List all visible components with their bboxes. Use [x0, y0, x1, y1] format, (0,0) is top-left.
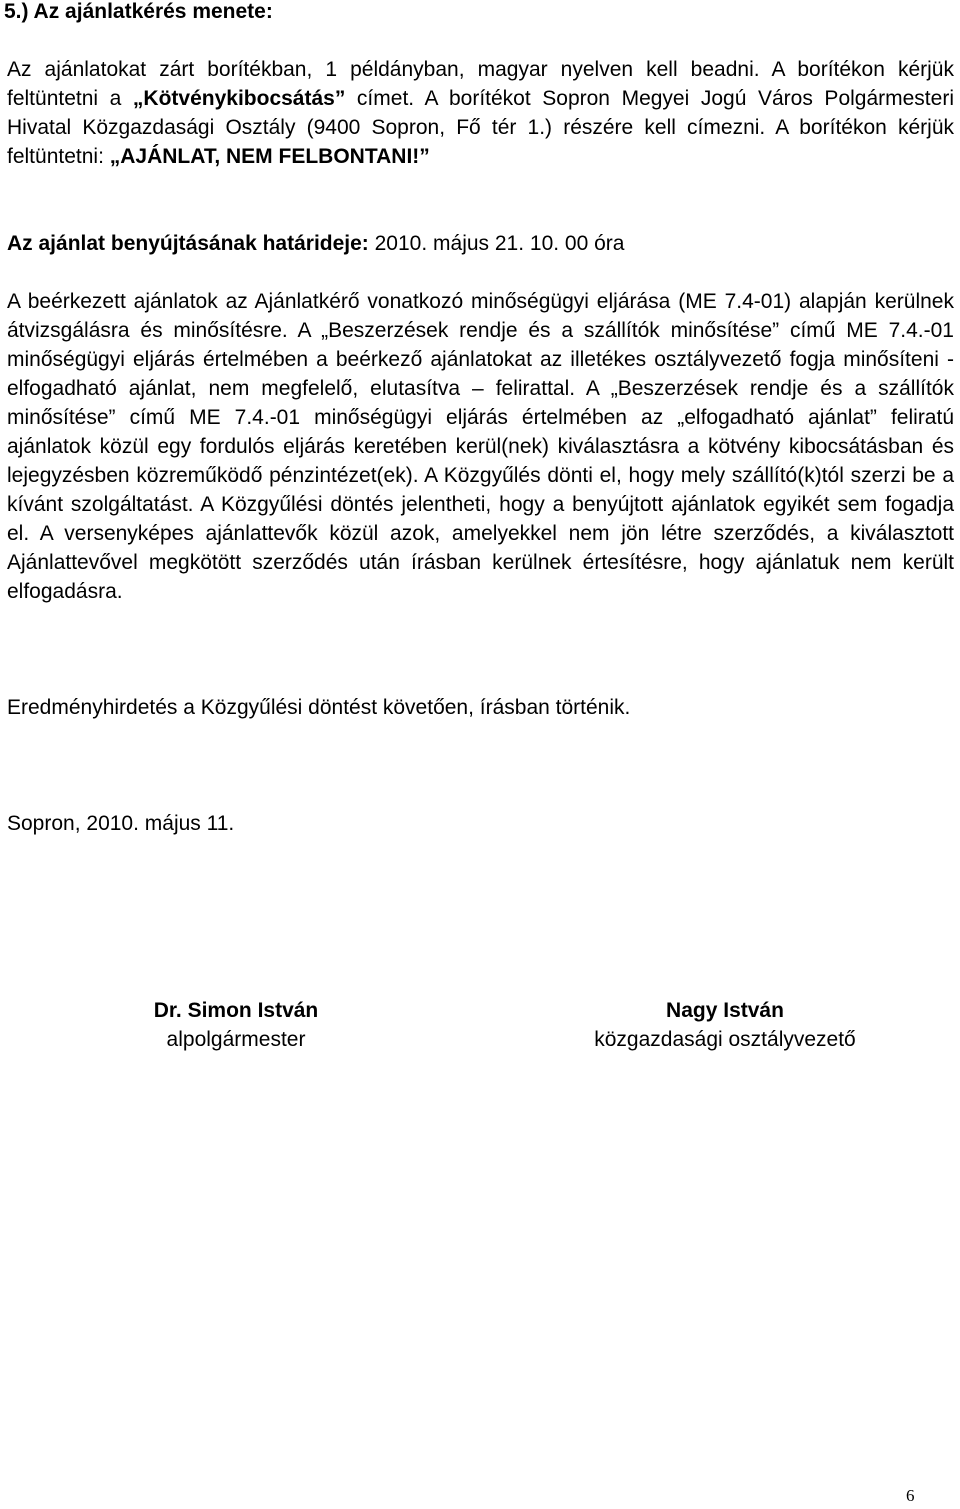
signatory-title: közgazdasági osztályvezető: [594, 1028, 856, 1051]
deadline-line: [7, 229, 954, 258]
section-heading: 5.) Az ajánlatkérés menete:: [4, 0, 273, 23]
submission-paragraph: [7, 55, 954, 171]
signature-block-right: [545, 996, 905, 1054]
signatory-name: Dr. Simon István: [153, 999, 319, 1022]
deadline-value: 2010. május 21. 10. 00 óra: [368, 232, 625, 255]
submission-text-2: címet. A borítékot Sopron Megyei Jogú Város Polgármesteri Hivatal Közgazdasági Osztály (9400 Sopron, Fő tér 1.) részére kell címezni. A borítékon kérjük feltüntetni:: [7, 87, 954, 168]
envelope-label-kotvenykibocsatas: „Kötvénykibocsátás”: [132, 87, 346, 110]
deadline-label: Az ajánlat benyújtásának határideje:: [7, 232, 369, 255]
submission-text-1: Az ajánlatokat zárt borítékban, 1 példányban, magyar nyelven kell beadni. A borítékon kérjük feltüntetni a: [7, 58, 954, 110]
signatory-name: Nagy István: [666, 999, 784, 1022]
signature-block-left: [116, 996, 356, 1054]
evaluation-paragraph: A beérkezett ajánlatok az Ajánlatkérő vonatkozó minőségügyi eljárása (ME 7.4-01) alapján kerülnek átvizsgálásra és minősítésre. A „Beszerzések rendje és a szállítók minősítése” című ME 7.4.-01 minőségügyi eljárás értelmében a beérkező ajánlatokat az illetékes osztályvezető fogja minősíteni - elfogadható ajánlat, nem megfelelő, elutasítva – felirattal. A „Beszerzések rendje és a szállítók minősítése” című ME 7.4.-01 minőségügyi eljárás értelmében az „elfogadható ajánlat” feliratú ajánlatok közül egy fordulós eljárás keretében kerül(nek) kiválasztásra a kötvény kibocsátásban és lejegyzésben közreműködő pénzintézet(ek). A Közgyűlés dönti el, hogy mely szállító(k)tól szerzi be a kívánt szolgáltatást. A Közgyűlési döntés jelentheti, hogy a benyújtott ajánlatok egyikét sem fogadja el. A versenyképes ajánlattevők közül azok, amelyekkel nem jön létre szerződés, a kiválasztott Ajánlattevővel megkötött szerződés után írásban kerülnek értesítésre, hogy ajánlatuk nem került elfogadásra.: [7, 290, 954, 603]
envelope-label-do-not-open: „AJÁNLAT, NEM FELBONTANI!”: [109, 145, 430, 168]
place-date: Sopron, 2010. május 11.: [7, 812, 235, 835]
result-announcement: Eredményhirdetés a Közgyűlési döntést követően, írásban történik.: [7, 696, 631, 719]
signatory-title: alpolgármester: [166, 1028, 306, 1051]
page-number: 6: [906, 1486, 915, 1505]
